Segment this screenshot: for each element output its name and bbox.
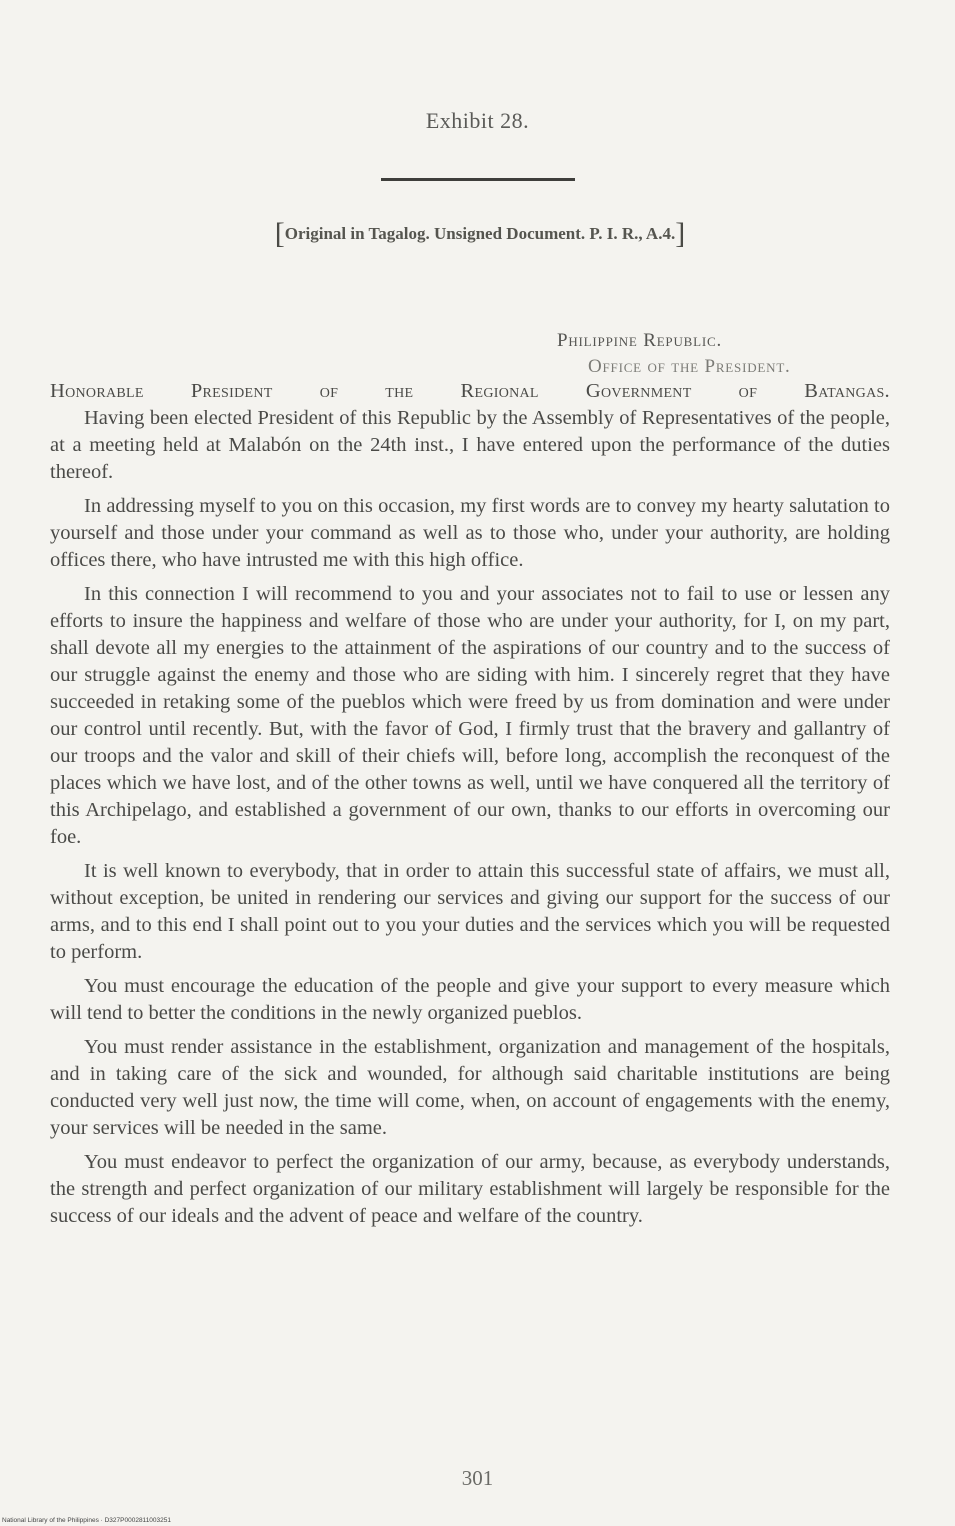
letter-body (50, 378, 890, 1230)
page-number: 301 (461, 1466, 494, 1490)
letterhead-republic: Philippine Republic. (557, 330, 723, 351)
source-note (0, 217, 955, 251)
paragraph-5: You must encourage the education of the people and give your support to every measure which will tend to better the conditions in the newly organized pueblos. (50, 975, 890, 1024)
paragraph-4: It is well known to everybody, that in order to attain this successful state of affairs, we must all, without exception, be united in rendering our services and giving our support for the success of our arms, and to this end I shall point out to you your duties and the services which you will be requested to perform. (50, 860, 890, 963)
paragraph-3: In this connection I will recommend to you and your associates not to fail to use or lessen any efforts to insure the happiness and welfare of those who are under your authority, for I, on my part, shall devote all my energies to the attainment of the aspirations of our country and to the success of our struggle against the enemy and those who are siding with him. I sincerely regret that they have succeeded in retaking some of the pueblos which were freed by us from domination and were under our control until recently. But, with the favor of God, I firmly trust that the bravery and gallantry of our troops and the valor and skill of their chiefs will, before long, accomplish the reconquest of the places which we have lost, and of the other towns as well, until we have conquered all the territory of this Archipelago, and established a government of our own, thanks to our efforts in overcoming our foe. (50, 583, 890, 848)
letterhead-office: Office of the President. (588, 356, 791, 377)
source-note-close-bracket: ] (675, 217, 686, 250)
source-note-open-bracket: [ (274, 217, 285, 250)
paragraph-1: Having been elected President of this Republic by the Assembly of Representatives of the people, at a meeting held at Malabón on the 24th inst., I have entered upon the performance of the duties thereof. (50, 407, 890, 483)
salutation: Honorable President of the Regional Government of Batangas. (50, 380, 890, 402)
paragraph-6: You must render assistance in the establishment, organization and management of the hospitals, and in taking care of the sick and wounded, for although said charitable institutions are being conducted very well just now, the time will come, when, on account of engagements with the enemy, your services will be needed in the same. (50, 1036, 890, 1139)
paragraph-7: You must endeavor to perfect the organization of our army, because, as everybody understands, the strength and perfect organization of our military establishment will largely be responsible for the success of our ideals and the advent of peace and welfare of the country. (50, 1151, 890, 1227)
footer-credit: National Library of the Philippines · D327P0002811003251 (2, 1517, 171, 1524)
paragraph-2: In addressing myself to you on this occasion, my first words are to convey my hearty salutation to yourself and those under your command as well as to those who, under your authority, are holding offices there, who have intrusted me with this high office. (50, 495, 890, 571)
exhibit-title: Exhibit 28. (425, 108, 530, 133)
title-divider (381, 178, 575, 181)
source-note-text: Original in Tagalog. Unsigned Document. P. I. R., A.4. (284, 224, 676, 243)
